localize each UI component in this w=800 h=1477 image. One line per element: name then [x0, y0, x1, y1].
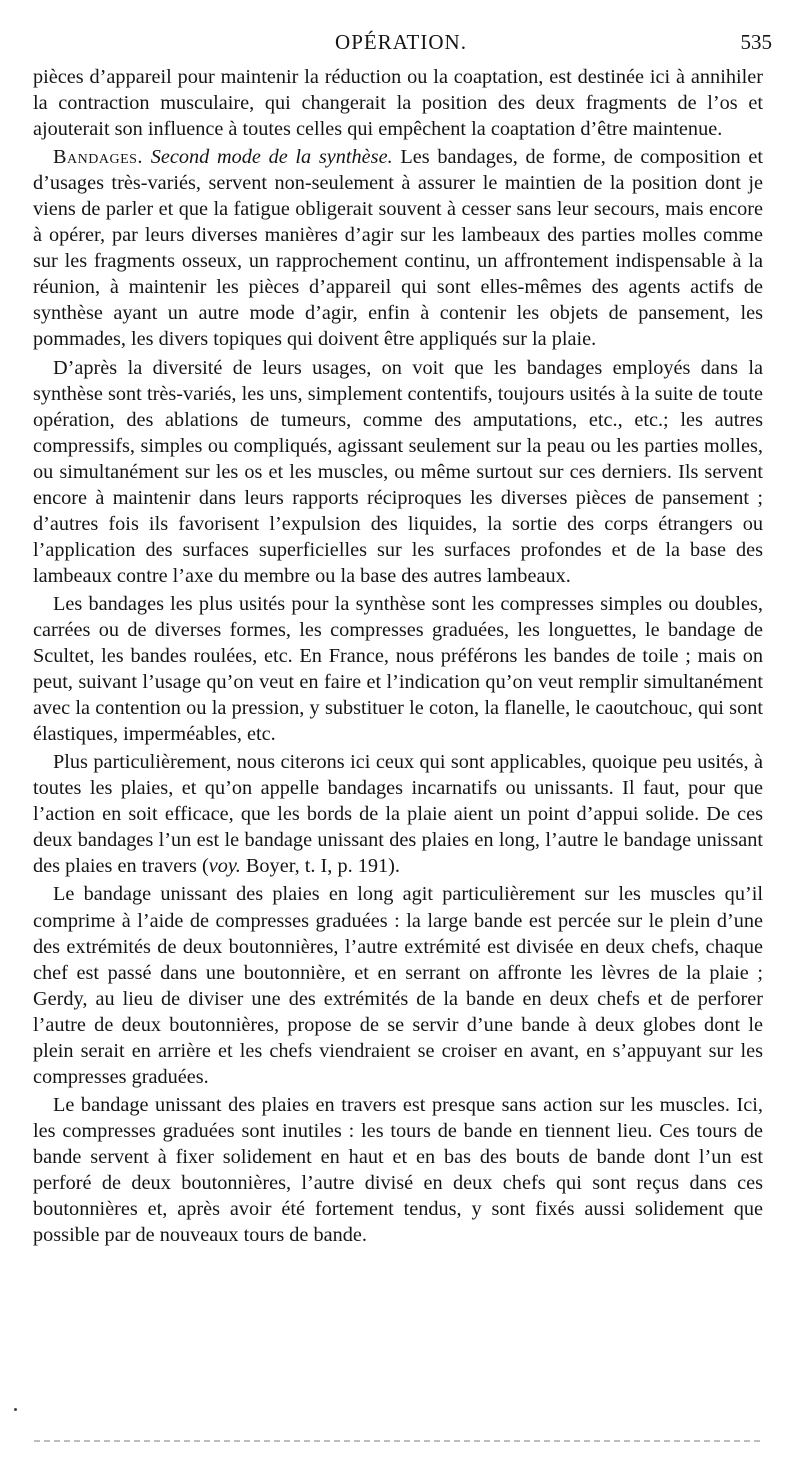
paragraph-long-wounds: Le bandage unissant des plaies en long agit particulièrement sur les muscles qu’il comprime à l’aide de compresses graduées : la large bande est percée sur le plein d’une des extrémités de deux boutonnières, l’autre extrémité est divisée en deux chefs, chaque chef est passé dans une boutonnière, et en serrant on affronte les lèvres de la plaie ; Gerdy, au lieu de diviser une des extrémités de la bande en deux chefs et de perforer l’autre de deux boutonnières, propose de se servir d’une bande à deux globes dont le plein serait en arrière et les chefs viendraient se croiser en avant, en s’appuyant sur les compresses graduées. — [33, 883, 763, 1088]
paragraph-bandages — [33, 144, 763, 352]
bottom-rule — [34, 1440, 760, 1442]
paragraph-text: Boyer, t. I, p. 191). — [240, 855, 400, 878]
paragraph-text: Les bandages, de forme, de composition et d’usages très-variés, servent non-seulement à assurer le maintien de la position dont je viens de parler et que la fatigue obligerait souvent à cesser sans leur secours, mais encore à opérer, par leurs diverses manières d’agir sur les lambeaux des parties molles comme sur les fragments osseux, un rapprochement continu, un affrontement indispensable à la réunion, à maintenir les pièces d’appareil qui sont elles-mêmes des agents actifs de synthèse ayant un autre mode d’agir, enfin à contenir les objets de pansement, les pommades, les divers topiques qui doivent être appliqués sur la plaie. — [33, 146, 764, 351]
section-subtitle: Second mode de la synthèse. — [150, 146, 393, 169]
paragraph-usages: D’après la diversité de leurs usages, on voit que les bandages employés dans la synthèse sont très-variés, les uns, simplement contentifs, toujours usités à la suite de toute opération, des ablations de tumeurs, comme des amputations, etc., etc.; les autres compressifs, simples ou compliqués, agissant seulement sur la peau ou les parties molles, ou simultanément sur les os et les muscles, ou même surtout sur ces derniers. Ils servent encore à maintenir dans leurs rapports réciproques les diverses pièces de pansement ; d’autres fois ils favorisent l’expulsion des liquides, la sortie des corps étrangers ou l’application des surfaces superficielles sur les surfaces profondes et de la base des lambeaux contre l’axe du membre ou la base des autres lambeaux. — [33, 356, 763, 587]
paragraph-unissants — [33, 749, 763, 879]
running-title: OPÉRATION. — [335, 30, 467, 54]
print-speck — [14, 1408, 17, 1411]
running-head — [30, 30, 772, 60]
page-number: 535 — [740, 30, 772, 54]
paragraph-transverse-wounds: Le bandage unissant des plaies en travers est presque sans action sur les muscles. Ici, les compresses graduées sont inutiles : les tours de bande en tiennent lieu. Ces tours de bande servent à fixer solidement en haut et en bas des bouts de bande dont l’un est perforé de deux boutonnières, l’autre divisé en deux chefs qui sont reçus dans ces boutonnières et, après avoir été fortement tendus, y sont fixés aussi solidement que possible par de nouveaux tours de bande. — [33, 1093, 763, 1247]
section-lead: Bandages. — [53, 146, 143, 169]
paragraph-continuation: pièces d’appareil pour maintenir la réduction ou la coaptation, est destinée ici à annihiler la contraction musculaire, qui changerait la position des deux fragments de l’os et ajouterait son influence à toutes celles qui empêchent la coaptation d’être maintenue. — [33, 66, 763, 141]
reference-abbrev: voy. — [208, 855, 241, 878]
paragraph-text: Plus particulièrement, nous citerons ici ceux qui sont applicables, quoique peu usités, à toutes les plaies, et qu’on appelle bandages incarnatifs ou unissants. Il faut, pour que l’action en soit efficace, que les bords de la plaie aient un point d’appui solide. De ces deux bandages l’un est le bandage unissant des plaies en long, l’autre le bandage unissant des plaies en travers ( — [33, 751, 763, 878]
body-text — [33, 64, 763, 1248]
paragraph-most-used: Les bandages les plus usités pour la synthèse sont les compresses simples ou doubles, carrées ou de diverses formes, les compresses graduées, les longuettes, le bandage de Scultet, les bandes roulées, etc. En France, nous préférons les bandes de toile ; mais on peut, suivant l’usage qu’on veut en faire et l’indication qu’on veut remplir simultanément avec la contention ou la pression, y substituer le coton, la flanelle, le caoutchouc, qui sont élastiques, imperméables, etc. — [33, 592, 763, 746]
